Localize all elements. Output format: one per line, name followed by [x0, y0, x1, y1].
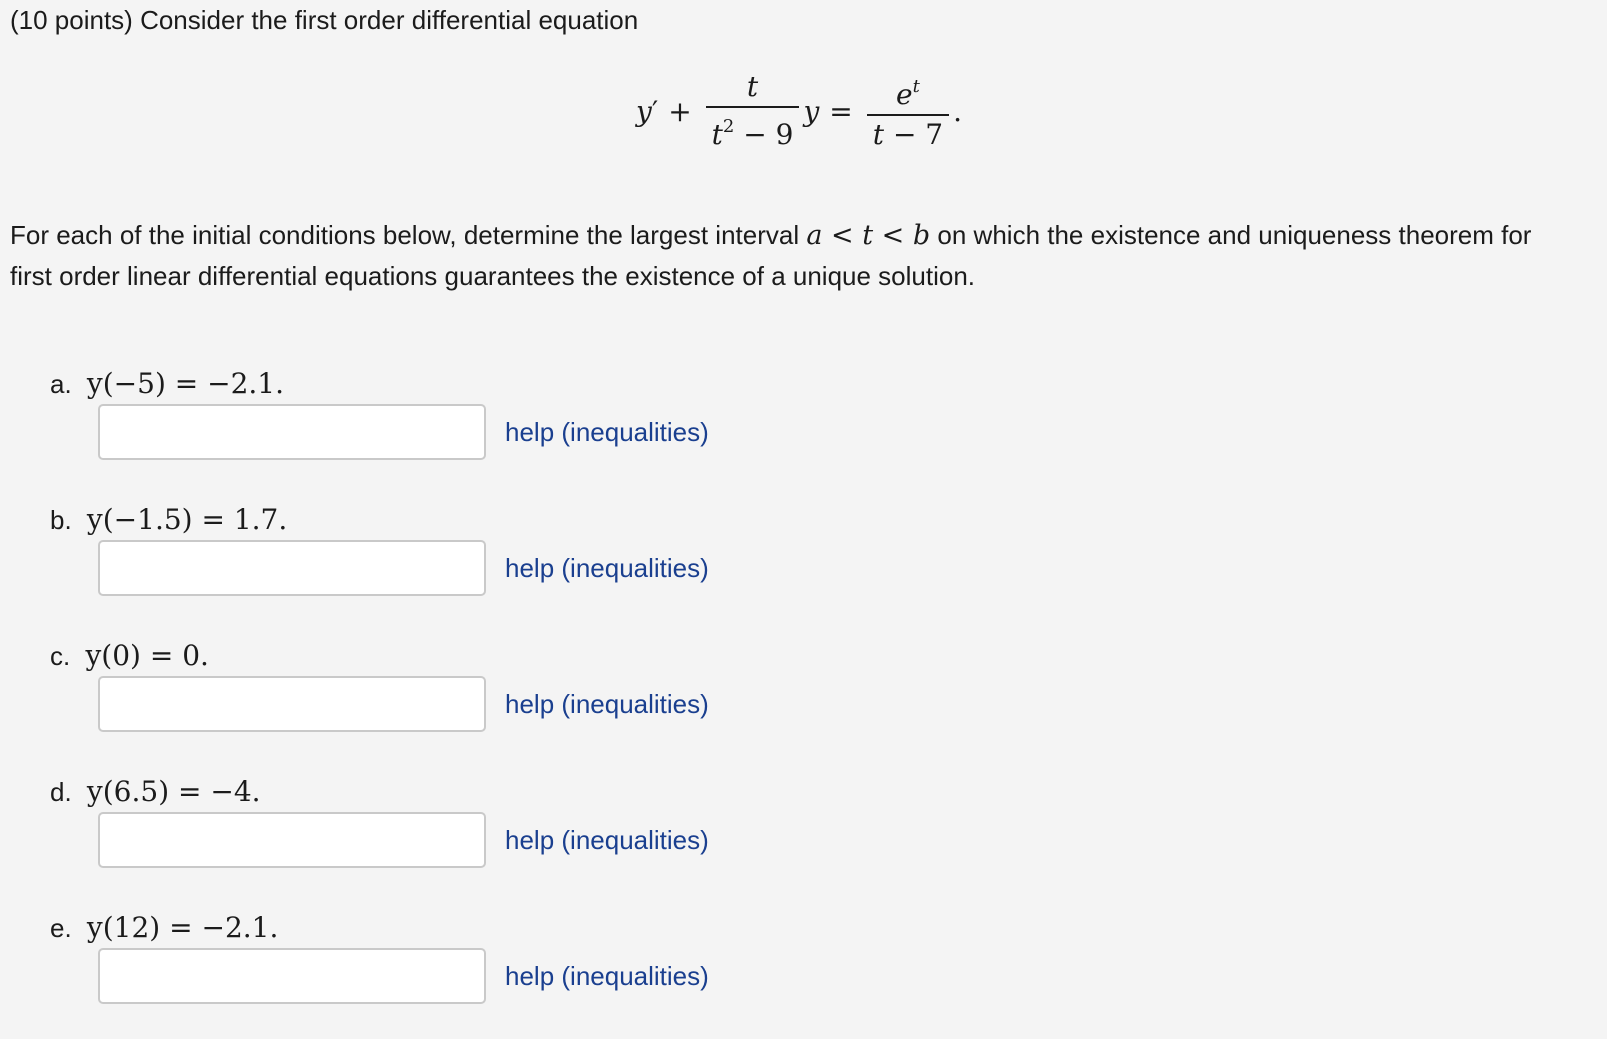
part-letter: d. — [50, 777, 72, 807]
eq-fraction-left — [706, 68, 800, 154]
part-c-label — [50, 636, 209, 676]
part-e — [50, 908, 770, 1018]
part-letter: c. — [50, 641, 71, 671]
part-d-label — [50, 772, 261, 812]
eq-plus: + — [668, 94, 692, 128]
part-c — [50, 636, 770, 746]
eq-period: . — [953, 94, 963, 128]
eq-frac1-den-base: t — [711, 117, 723, 151]
part-e-label — [50, 908, 278, 948]
eq-prime: ′ — [651, 94, 659, 128]
part-letter: b. — [50, 505, 72, 535]
eq-frac2-num-exp: t — [912, 76, 920, 98]
instructions-lt-2: < — [873, 220, 913, 251]
instructions-text-1: For each of the initial conditions below, determine the largest interval — [10, 220, 807, 250]
help-inequalities-link-b[interactable]: help (inequalities) — [505, 553, 709, 583]
instructions-lt-1: < — [822, 220, 863, 251]
part-a — [50, 364, 770, 474]
answer-input-a[interactable] — [98, 404, 486, 460]
eq-equals: = — [829, 94, 853, 128]
part-b-label — [50, 500, 287, 540]
answer-input-b[interactable] — [98, 540, 486, 596]
initial-condition: y(−1.5) = 1.7. — [86, 503, 288, 536]
help-inequalities-link-d[interactable]: help (inequalities) — [505, 825, 709, 855]
answer-input-e[interactable] — [98, 948, 486, 1004]
eq-frac2-den-rest: − 7 — [892, 117, 944, 151]
part-b — [50, 500, 770, 610]
part-d — [50, 772, 770, 882]
eq-y: y — [636, 94, 652, 128]
instructions — [10, 215, 1580, 296]
eq-frac1-numerator: t — [746, 70, 759, 104]
initial-condition: y(6.5) = −4. — [86, 775, 261, 808]
eq-frac2-num-base: e — [896, 78, 913, 112]
eq-frac1-den-exp: 2 — [722, 115, 735, 137]
eq-frac2-den-var: t — [872, 117, 885, 151]
help-inequalities-link-e[interactable]: help (inequalities) — [505, 961, 709, 991]
answer-input-c[interactable] — [98, 676, 486, 732]
initial-condition: y(−5) = −2.1. — [86, 367, 285, 400]
differential-equation — [636, 66, 962, 156]
part-letter: a. — [50, 369, 72, 399]
help-inequalities-link-a[interactable]: help (inequalities) — [505, 417, 709, 447]
instructions-math-a: a — [806, 220, 823, 251]
instructions-math-b: b — [912, 220, 931, 251]
help-inequalities-link-c[interactable]: help (inequalities) — [505, 689, 709, 719]
answer-input-d[interactable] — [98, 812, 486, 868]
eq-frac1-den-rest: − 9 — [743, 117, 794, 151]
initial-condition: y(0) = 0. — [85, 639, 209, 672]
part-letter: e. — [50, 913, 72, 943]
problem-title: (10 points) Consider the first order differential equation — [10, 5, 639, 35]
instructions-math-t: t — [862, 220, 874, 251]
eq-y-term: y — [803, 94, 820, 128]
eq-fraction-right — [867, 68, 949, 154]
part-a-label — [50, 364, 284, 404]
initial-condition: y(12) = −2.1. — [86, 911, 279, 944]
instructions-text-2: on which the existence and uniqueness theorem for first order linear differential equations guarantees the existence of a unique solution. — [10, 220, 1532, 291]
